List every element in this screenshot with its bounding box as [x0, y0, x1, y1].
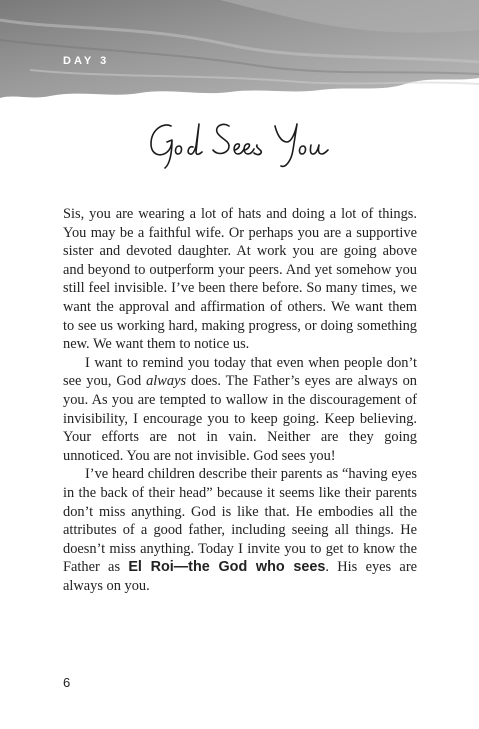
paragraph-3-text-a: I’ve heard children describe their parents as “having eyes in the back of their head” because it seems like their parents don’t miss anything. God is like that. He embodies all the attributes of a good father, including seeing all things. He doesn’t miss anything. Today I invite you to get to know the Father as	[63, 466, 417, 576]
day-label: DAY 3	[63, 55, 110, 67]
paragraph-3	[63, 465, 417, 595]
emphasis-always: always	[146, 373, 187, 390]
page-title	[0, 112, 479, 172]
devotional-body	[63, 205, 417, 595]
paragraph-2	[63, 354, 417, 466]
highlight-el-roi: El Roi—the God who sees	[128, 559, 326, 576]
paragraph-2-text-b: does. The Father’s eyes are always on you. As you are tempted to wallow in the discouragement of invisibility, I encourage you to keep going. Keep believing. Your efforts are not in vain. Neither are they going unnoticed. You are not invisible. God sees you!	[63, 373, 418, 464]
page-number: 6	[63, 675, 71, 690]
paragraph-1	[63, 205, 417, 354]
paragraph-3-text-b: . His eyes are always on you.	[63, 559, 417, 594]
paragraph-1-text: Sis, you are wearing a lot of hats and doing a lot of things. You may be a faithful wife. Or perhaps you are a supportive sister and devoted daughter. At work you are going above and beyond to outperform your peers. And yet somehow you still feel invisible. I’ve been there before. So many times, we want the approval and affirmation of others. We want them to see us working hard, making progress, or doing something new. We want them to notice us.	[63, 206, 417, 353]
paragraph-2-text-a: I want to remind you today that even when people don’t see you, God	[63, 354, 417, 390]
script-title-lettering	[145, 112, 335, 172]
